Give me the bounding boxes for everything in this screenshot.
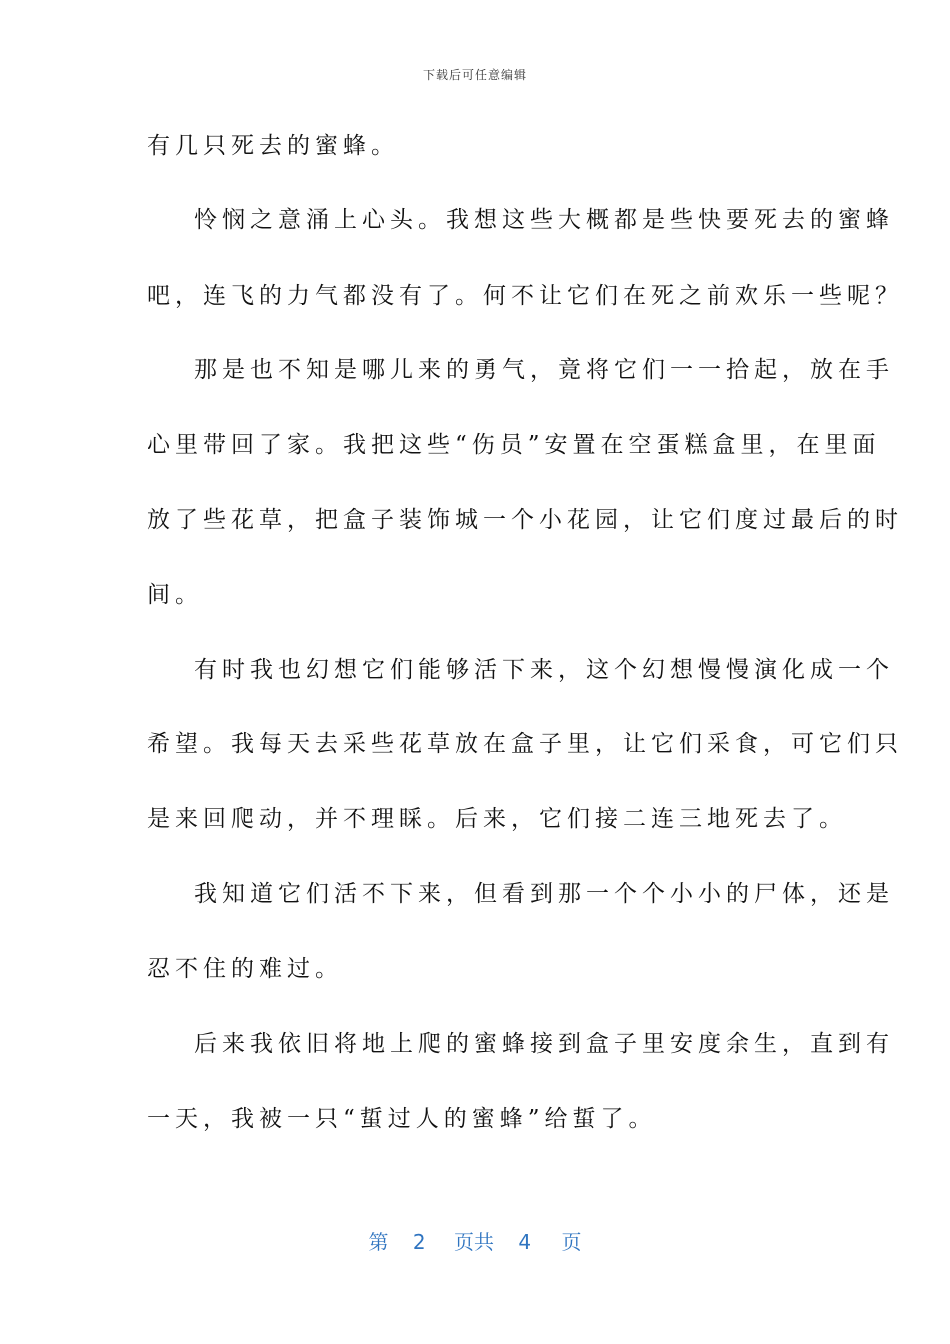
- text-line: 吧，连飞的力气都没有了。何不让它们在死之前欢乐一些呢？: [147, 283, 903, 309]
- page-header: 下载后可任意编辑: [422, 68, 527, 82]
- paragraph-start-line: 那是也不知是哪儿来的勇气，竟将它们一一拾起，放在手: [194, 357, 894, 383]
- text-line: 忍不住的难过。: [147, 956, 343, 982]
- text-line: 心里带回了家。我把这些“伤员”安置在空蛋糕盒里，在里面: [147, 432, 881, 458]
- page-footer: [0, 1226, 950, 1255]
- text-line: 放了些花草，把盒子装饰城一个小花园，让它们度过最后的时: [147, 507, 903, 533]
- paragraph-start-line: 后来我依旧将地上爬的蜜蜂接到盒子里安度余生，直到有: [194, 1031, 894, 1057]
- current-page-number: 2: [412, 1230, 426, 1254]
- page-label-suffix: 页: [561, 1230, 582, 1254]
- total-pages-number: 4: [518, 1230, 532, 1254]
- text-line: 间。: [147, 582, 203, 608]
- paragraph-start-line: 我知道它们活不下来，但看到那一个个小小的尸体，还是: [194, 881, 894, 907]
- text-line: 希望。我每天去采些花草放在盒子里，让它们采食，可它们只: [147, 731, 903, 757]
- text-line: 是来回爬动，并不理睬。后来，它们接二连三地死去了。: [147, 806, 847, 832]
- text-line: 一天，我被一只“蜇过人的蜜蜂”给蜇了。: [147, 1106, 657, 1132]
- text-line: 有几只死去的蜜蜂。: [147, 133, 399, 159]
- paragraph-start-line: 怜悯之意涌上心头。我想这些大概都是些快要死去的蜜蜂: [194, 207, 894, 233]
- page-label-prefix: 第: [368, 1230, 389, 1254]
- page-label-mid: 页共: [454, 1230, 494, 1254]
- paragraph-start-line: 有时我也幻想它们能够活下来，这个幻想慢慢演化成一个: [194, 657, 894, 683]
